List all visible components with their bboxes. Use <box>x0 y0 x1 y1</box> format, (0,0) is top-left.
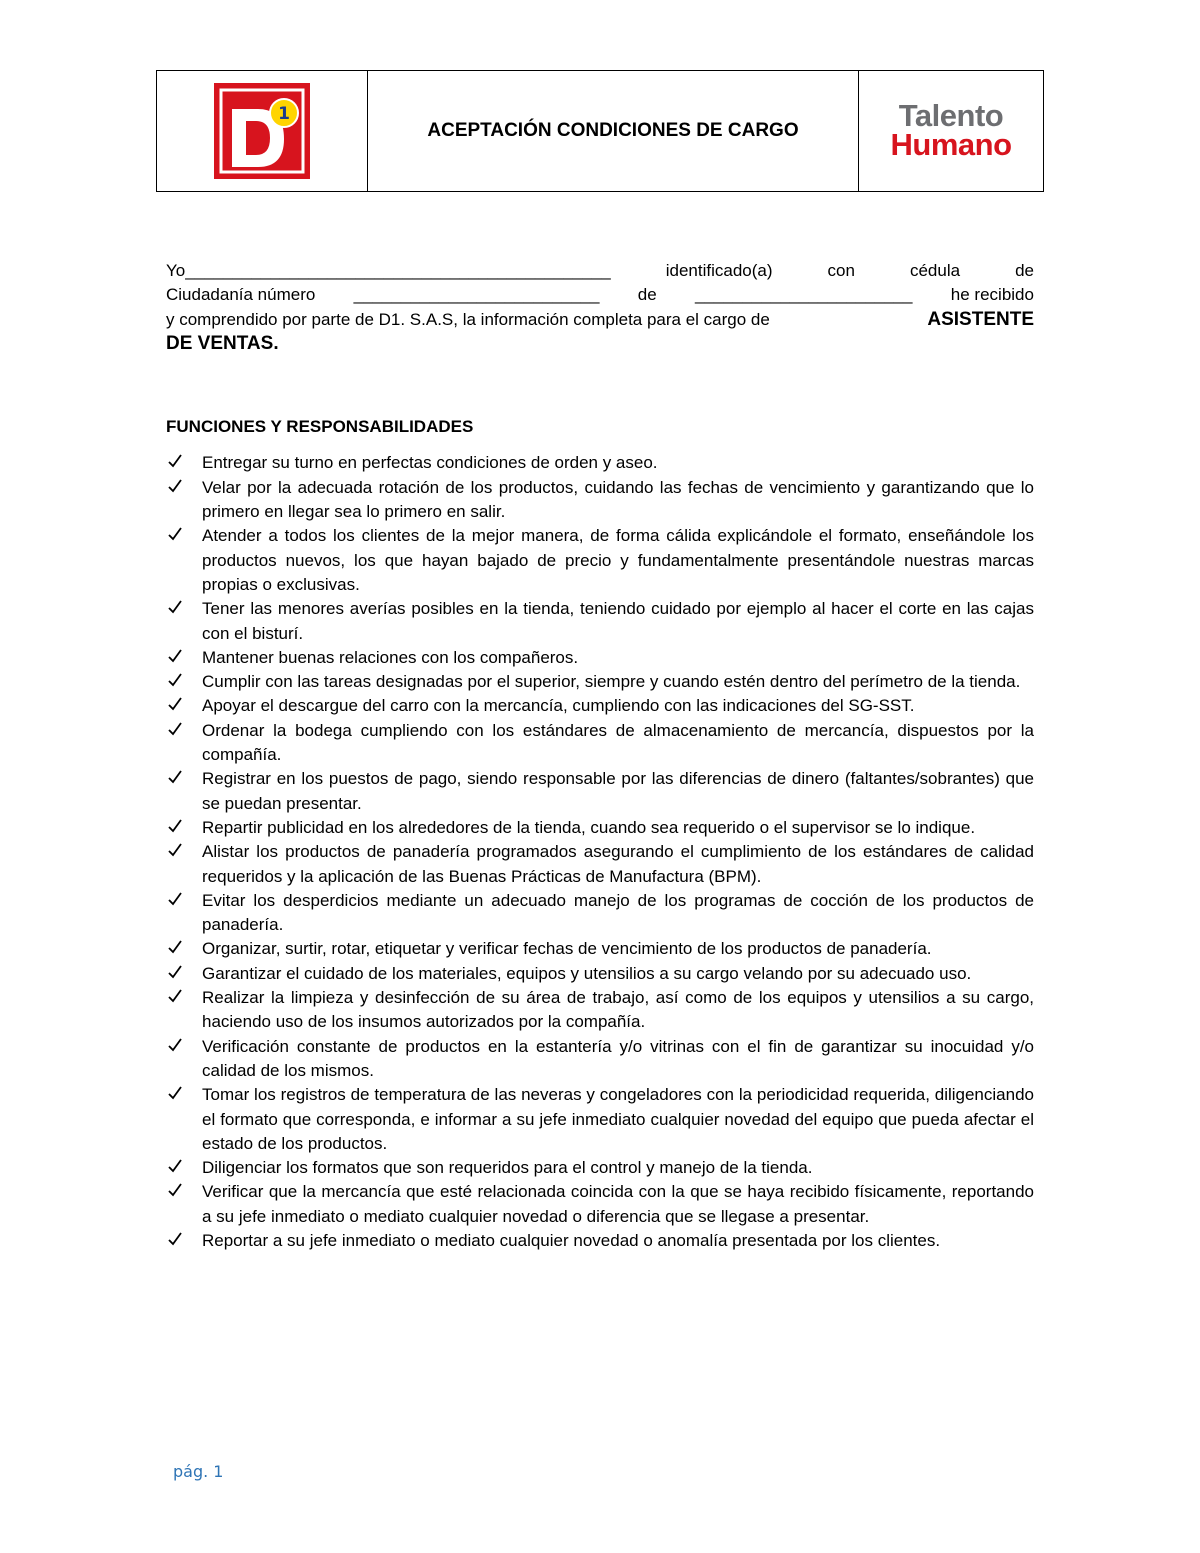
responsibility-text: Repartir publicidad en los alrededores de la tienda, cuando sea requerido o el supervisor se lo indique. <box>202 817 976 837</box>
id-number-blank[interactable]: __________________________ <box>353 285 600 305</box>
checkmark-icon <box>167 962 183 982</box>
responsibility-item <box>166 840 1034 889</box>
responsibility-text: Diligenciar los formatos que son requeridos para el control y manejo de la tienda. <box>202 1158 813 1178</box>
role-name-part1: ASISTENTE <box>927 308 1034 330</box>
checkmark-icon <box>167 597 183 617</box>
intro-line-2 <box>166 283 1034 307</box>
checkmark-icon <box>167 1180 183 1200</box>
responsibility-text: Velar por la adecuada rotación de los productos, cuidando las fechas de vencimiento y garantizando que lo primero en llegar sea lo primero en salir. <box>202 477 1034 522</box>
responsibility-text: Atender a todos los clientes de la mejor manera, de forma cálida explicándole el formato, enseñándole los productos nuevos, los que hayan bajado de precio y fundamentalmente presentándole nuestras marcas propias o exclusivas. <box>202 526 1034 594</box>
responsibility-text: Ordenar la bodega cumpliendo con los estándares de almacenamiento de mercancía, dispuestos por la compañía. <box>202 720 1034 765</box>
responsibility-item <box>166 1083 1034 1156</box>
checkmark-icon <box>167 694 183 714</box>
responsibility-text: Garantizar el cuidado de los materiales, equipos y utensilios a su cargo velando por su adecuado uso. <box>202 963 972 983</box>
responsibility-text: Verificar que la mercancía que esté relacionada coincida con la que se haya recibido físicamente, reportando a su jefe inmediato o mediato cualquier novedad o diferencia que se llegase a presentar. <box>202 1182 1034 1226</box>
intro-word: con <box>827 261 855 280</box>
intro-text: y comprendido por parte de D1. S.A.S, la información completa para el cargo de <box>166 309 770 329</box>
intro-word: de <box>1015 261 1034 280</box>
document-body <box>166 259 1034 1253</box>
responsibility-item <box>166 889 1034 938</box>
responsibility-item <box>166 1156 1034 1180</box>
intro-word: identificado(a) <box>665 261 773 280</box>
intro-line-1 <box>166 259 1034 283</box>
responsibility-item <box>166 937 1034 961</box>
responsibility-item <box>166 962 1034 986</box>
logo-cell <box>157 71 368 191</box>
document-header <box>156 70 1044 192</box>
intro-word: he recibido <box>950 285 1034 305</box>
responsibility-item <box>166 646 1034 670</box>
responsibility-item <box>166 816 1034 840</box>
responsibility-item <box>166 451 1034 475</box>
checkmark-icon <box>167 476 183 496</box>
responsibility-item <box>166 1229 1034 1253</box>
checkmark-icon <box>167 840 183 860</box>
checkmark-icon <box>167 937 183 957</box>
page-number: pág. 1 <box>173 1462 224 1481</box>
responsibility-text: Evitar los desperdicios mediante un adecuado manejo de los programas de cocción de los productos de panadería. <box>202 890 1034 935</box>
checkmark-icon <box>167 524 183 544</box>
checkmark-icon <box>167 986 183 1006</box>
responsibility-text: Registrar en los puestos de pago, siendo responsable por las diferencias de dinero (faltantes/sobrantes) que se puedan presentar. <box>202 769 1034 813</box>
responsibility-text: Realizar la limpieza y desinfección de su área de trabajo, así como de los equipos y utensilios a su cargo, haciendo uso de los insumos autorizados por la compañía. <box>202 988 1034 1032</box>
checkmark-icon <box>167 1083 183 1103</box>
responsibilities-list <box>166 451 1034 1253</box>
responsibility-text: Reportar a su jefe inmediato o mediato cualquier novedad o anomalía presentada por los clientes. <box>202 1230 941 1250</box>
checkmark-icon <box>167 1156 183 1176</box>
role-name-part2: DE VENTAS. <box>166 332 279 354</box>
checkmark-icon <box>167 816 183 836</box>
brand-line1: Talento <box>898 98 1004 133</box>
responsibility-item <box>166 1035 1034 1084</box>
checkmark-icon <box>167 670 183 690</box>
checkmark-icon <box>167 719 183 739</box>
name-blank[interactable]: Yo_____________________________________________ <box>166 261 611 280</box>
responsibility-text: Apoyar el descargue del carro con la mercancía, cumpliendo con las indicaciones del SG-SST. <box>202 696 915 716</box>
responsibility-text: Tomar los registros de temperatura de las neveras y congeladores con la periodicidad requerida, diligenciando el formato que corresponda, e informar a su jefe inmediato cualquier novedad del equipo que pueda afectar el estado de los productos. <box>202 1085 1034 1153</box>
svg-text:1: 1 <box>278 104 290 124</box>
responsibility-item <box>166 986 1034 1035</box>
responsibility-text: Mantener buenas relaciones con los compañeros. <box>202 647 579 667</box>
responsibility-item <box>166 767 1034 816</box>
document-title: ACEPTACIÓN CONDICIONES DE CARGO <box>368 71 859 191</box>
intro-word: Ciudadanía número <box>166 285 316 305</box>
intro-line-3 <box>166 308 1034 332</box>
section-title: FUNCIONES Y RESPONSABILIDADES <box>166 417 474 437</box>
brand-line2: Humano <box>890 127 1012 162</box>
id-city-blank[interactable]: _______________________ <box>695 285 913 305</box>
responsibility-item <box>166 694 1034 718</box>
checkmark-icon <box>167 1229 183 1249</box>
responsibility-text: Organizar, surtir, rotar, etiquetar y verificar fechas de vencimiento de los productos de panadería. <box>202 939 932 959</box>
responsibility-item <box>166 597 1034 646</box>
responsibility-item <box>166 670 1034 694</box>
intro-line-4 <box>166 332 1034 356</box>
responsibility-text: Entregar su turno en perfectas condiciones de orden y aseo. <box>202 453 658 473</box>
intro-word: de <box>637 285 657 305</box>
responsibility-text: Tener las menores averías posibles en la tienda, teniendo cuidado por ejemplo al hacer el corte en las cajas con el bisturí. <box>202 599 1034 643</box>
checkmark-icon <box>167 1035 183 1055</box>
responsibility-text: Verificación constante de productos en la estantería y/o vitrinas con el fin de garantizar su inocuidad y/o calidad de los mismos. <box>202 1036 1034 1080</box>
checkmark-icon <box>167 646 183 666</box>
responsibility-item <box>166 524 1034 597</box>
checkmark-icon <box>167 767 183 787</box>
talento-humano-logo <box>859 71 1043 191</box>
intro-word: cédula <box>909 261 961 280</box>
responsibility-item <box>166 719 1034 768</box>
intro-paragraph <box>166 259 1034 356</box>
checkmark-icon <box>167 889 183 909</box>
responsibility-text: Cumplir con las tareas designadas por el superior, siempre y cuando estén dentro del perímetro de la tienda. <box>202 672 1021 692</box>
responsibility-item <box>166 1180 1034 1229</box>
responsibility-item <box>166 476 1034 525</box>
responsibility-text: Alistar los productos de panadería programados asegurando el cumplimiento de los estándares de calidad requeridos y la aplicación de las Buenas Prácticas de Manufactura (BPM). <box>202 842 1034 886</box>
checkmark-icon <box>167 451 183 471</box>
d1-logo <box>214 83 310 179</box>
